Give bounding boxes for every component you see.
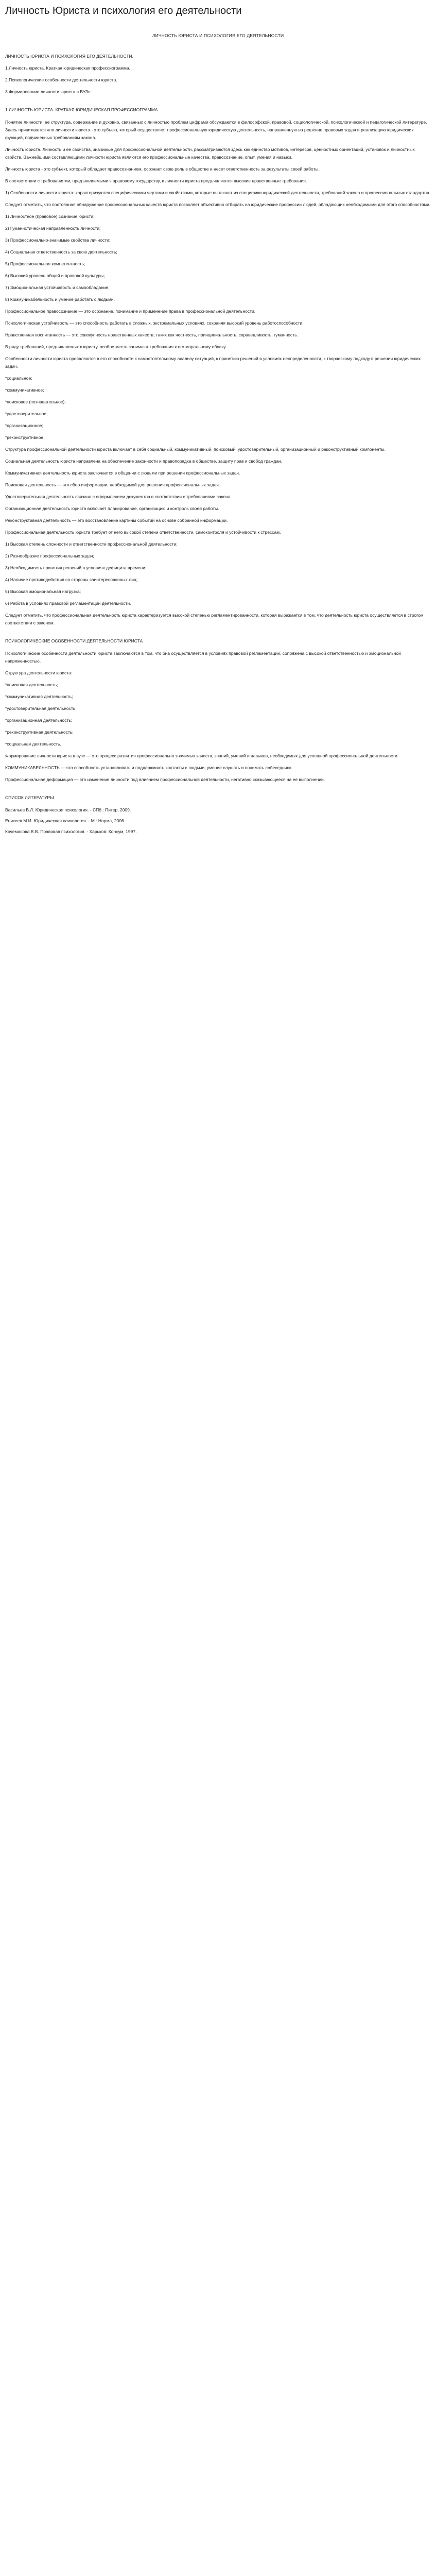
body-paragraph: 1) Высокая степень сложности и ответственности профессиональной деятельности; (5, 541, 178, 547)
body-paragraph: 7) Эмоциональная устойчивость и самообладание; (5, 284, 110, 290)
body-paragraph: Реконструктивная деятельность — это восстановление картины событий на основе собранной информации. (5, 517, 228, 523)
document-header: ЛИЧНОСТЬ ЮРИСТА И ПСИХОЛОГИЯ ЕГО ДЕЯТЕЛЬНОСТИ (152, 33, 284, 38)
body-paragraph: *коммуникативная деятельность; (5, 693, 73, 699)
body-paragraph: *коммуникативное; (5, 387, 44, 393)
body-paragraph: 5) Профессиональная компетентность; (5, 261, 85, 266)
table-of-contents (5, 53, 431, 96)
page-title: Личность Юриста и психология его деятельности (5, 5, 242, 16)
body-paragraph: Структура деятельности юриста: (5, 670, 73, 675)
section-heading: 1.ЛИЧНОСТЬ ЮРИСТА. КРАТКАЯ ЮРИДИЧЕСКАЯ ПРОФЕССИОГРАММА. (5, 107, 159, 112)
body-paragraph: *удостоверительное; (5, 411, 48, 416)
toc-item: 2.Психологические особенности деятельности юриста. (5, 77, 117, 82)
body-paragraph: Нравственная воспитанность — это совокупность нравственных качеств, таких как честность, принципиальность, справедливость, гуманность. (5, 332, 298, 337)
body-paragraph: 5) Высокая эмоциональная нагрузка; (5, 588, 81, 594)
body-paragraph: 4) Социальная ответственность за свою деятельность; (5, 249, 117, 255)
body-paragraph: 8) Коммуникабельность и умение работать с людьми. (5, 296, 115, 302)
body-paragraph: Поисковая деятельность — это сбор информации, необходимой для решения профессиональных задач. (5, 482, 220, 487)
reference-item: Еникеев М.И. Юридическая психология. - М.: Норма, 2006. (5, 818, 126, 823)
body-paragraph: Следует отметить, что профессиональная деятельность юриста характеризуется высокой степенью регламентированности, которая выражается в том, что деятельность юриста осуществляется в строгом соответствии с законом. (5, 612, 424, 625)
toc-item: 1.Личность юриста. Краткая юридическая профессиограмма. (5, 65, 130, 71)
body-paragraph: Профессиональная деятельность юриста требует от него высокой степени ответственности, самоконтроля и устойчивости к стрессам. (5, 529, 281, 535)
body-paragraph: 3) Необходимость принятия решений в условиях дефицита времени; (5, 565, 147, 570)
body-paragraph: Профессиональное правосознание — это осознание, понимание и применение права в профессиональной деятельности. (5, 308, 256, 314)
body-paragraph: 2) Гуманистическая направленность личности; (5, 225, 101, 231)
toc-item: ЛИЧНОСТЬ ЮРИСТА И ПСИХОЛОГИЯ ЕГО ДЕЯТЕЛЬНОСТИ. (5, 54, 134, 59)
body-paragraph: Понятие личности, ее структура, содержание и духовно, связанных с личностью проблем цифрами обсуждаются в философской, правовой, социологической, психологической и педагогической литературе. Здесь принимаются «по личности юриста - это субъект, который осуществляет профессиональную юридическую деятельность, направленную на решение правовых задач и реализацию юридических функций, подчиненных требованиям закона. (5, 119, 427, 140)
body-paragraph: Особенности личности юриста проявляются в его способности к самостоятельному анализу ситуаций, к принятию решений в условиях неопределенности, к творческому подходу в решении юридических задач. (5, 355, 421, 369)
body-paragraph: Удостоверительная деятельность связана с оформлением документов в соответствии с требованиями закона. (5, 494, 232, 499)
body-paragraph: Личность юриста - это субъект, который обладает правосознанием, осознает свою роль в обществе и несет ответственность за результаты своей работы. (5, 166, 320, 172)
body-paragraph: В соответствии с требованиями, предъявляемыми к правовому государству, к личности юриста предъявляются высокие нравственные требования. (5, 178, 307, 183)
body-paragraph: *реконструктивная деятельность; (5, 729, 74, 735)
body-paragraph: 1) Личностное (правовое) сознание юриста; (5, 213, 95, 219)
section-heading: ПСИХОЛОГИЧЕСКИЕ ОСОБЕННОСТИ ДЕЯТЕЛЬНОСТИ ЮРИСТА (5, 638, 143, 643)
body-paragraph: *социальное; (5, 375, 32, 381)
body-paragraph: 6) Высокий уровень общей и правовой культуры; (5, 273, 105, 278)
reference-item: Кочемасова В.В. Правовая психология. - Харьков: Консум, 1997. (5, 828, 137, 834)
body-paragraph: Формирование личности юриста в вузе — это процесс развития профессионально значимых качеств, знаний, умений и навыков, необходимых для успешной профессиональной деятельности. (5, 753, 399, 758)
body-paragraph: 1) Особенности личности юриста: характеризуются специфическими чертами и свойствами, которые вытекают из специфики юридической деятельности, требований закона и профессиональных стандартов. (5, 190, 430, 195)
body-paragraph: Следует отметить, что постоянная обнаружение профессиональных качеств юриста позволяет объективно отбирать на юридические профессии людей, обладающих необходимыми для этого способностями. (5, 201, 431, 207)
toc-item: 3.Формирование личности юриста в ВУЗе. (5, 89, 92, 94)
section-heading: СПИСОК ЛИТЕРАТУРЫ (5, 794, 54, 800)
body-paragraph: КОММУНИКАБЕЛЬНОСТЬ — это способность устанавливать и поддерживать контакты с людьми, умение слушать и понимать собеседника. (5, 765, 293, 770)
body-paragraph: Организационная деятельность юриста включает планирование, организацию и контроль своей работы. (5, 505, 219, 511)
body-paragraph: Психологические особенности деятельности юриста заключаются в том, что она осуществляется в условиях правовой регламентации, сопряжена с высокой ответственностью и эмоциональной напряженностью. (5, 650, 401, 664)
body-paragraph: Коммуникативная деятельность юриста заключается в общении с людьми при решении профессиональных задач. (5, 470, 240, 476)
reference-list (5, 806, 431, 836)
body-paragraph: 4) Наличие противодействия со стороны заинтересованных лиц; (5, 577, 138, 582)
body-paragraph: *удостоверительная деятельность; (5, 705, 77, 711)
body-paragraph: *поисковое (познавательное); (5, 399, 66, 404)
body-paragraph: Личность юриста. Личность и ее свойства, значимые для профессиональной деятельности, рассматриваются здесь как единство мотивов, интересов, ценностных ориентаций, установок и личностных свойств. Важнейшими составляющими личности юриста являются его профессиональные качества, правосознание, опыт, умения и навыки. (5, 146, 415, 160)
document-body (5, 107, 431, 801)
body-paragraph: *реконструктивное. (5, 434, 45, 440)
body-paragraph: В ряду требований, предъявляемых к юристу, особое место занимают требования к его моральному облику. (5, 344, 227, 349)
reference-item: Васильев В.Л. Юридическая психология. - СПб.: Питер, 2009. (5, 807, 131, 812)
body-paragraph: *социальная деятельность. (5, 741, 61, 747)
document-page (0, 0, 436, 854)
body-paragraph: *организационная деятельность; (5, 717, 73, 723)
body-paragraph: Социальная деятельность юриста направлена на обеспечение законности и правопорядка в обществе, защиту прав и свобод граждан. (5, 458, 283, 464)
body-paragraph: Психологическая устойчивость — это способность работать в сложных, экстремальных условиях, сохраняя высокий уровень работоспособности. (5, 320, 304, 326)
body-paragraph: Структура профессиональной деятельности юриста включает в себя социальный, коммуникативный, поисковый, удостоверительный, организационный и реконструктивный компоненты. (5, 446, 386, 452)
body-paragraph: 2) Разнообразие профессиональных задач; (5, 553, 94, 558)
body-paragraph: 6) Работа в условиях правовой регламентации деятельности. (5, 600, 131, 606)
body-paragraph: *организационное; (5, 422, 44, 428)
body-paragraph: *поисковая деятельность; (5, 682, 58, 687)
body-paragraph: 3) Профессионально-значимые свойства личности; (5, 237, 111, 243)
body-paragraph: Профессиональная деформация — это изменение личности под влиянием профессиональной деятельности, негативно сказывающееся на ее выполнении. (5, 776, 325, 782)
